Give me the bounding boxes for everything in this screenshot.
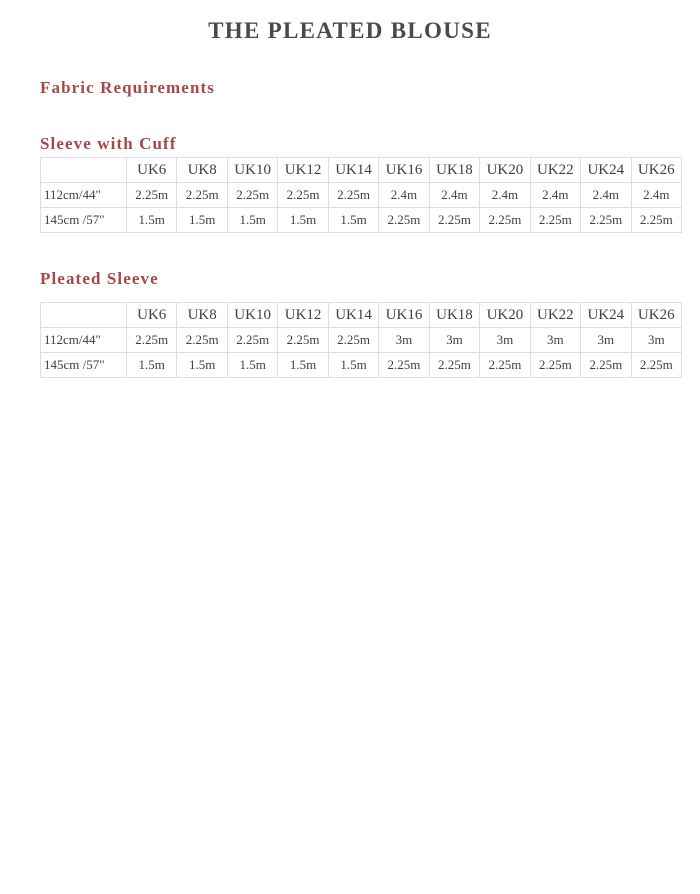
table-cell: 2.25m — [127, 183, 177, 208]
table-cell: 2.4m — [480, 183, 530, 208]
table-cell: 2.25m — [480, 208, 530, 233]
size-header-cell: UK26 — [631, 303, 681, 328]
table-cell: 2.25m — [177, 183, 227, 208]
table-cell: 2.25m — [631, 208, 681, 233]
fabric-width-label: 145cm /57" — [41, 353, 127, 378]
table-cell: 2.25m — [278, 328, 328, 353]
table-cell: 2.25m — [429, 208, 479, 233]
size-header-cell: UK8 — [177, 158, 227, 183]
table-cell: 2.25m — [328, 183, 378, 208]
size-header-cell: UK24 — [581, 158, 631, 183]
table-cell: 1.5m — [227, 208, 277, 233]
size-header-cell: UK20 — [480, 303, 530, 328]
table-cell: 3m — [631, 328, 681, 353]
table-row — [41, 353, 682, 378]
size-header-cell: UK16 — [379, 158, 429, 183]
table-cell: 2.25m — [227, 183, 277, 208]
fabric-requirements-heading: Fabric Requirements — [40, 78, 215, 97]
fabric-width-label: 112cm/44" — [41, 183, 127, 208]
table-cell: 2.25m — [278, 183, 328, 208]
size-header-cell: UK18 — [429, 303, 479, 328]
table-cell: 3m — [530, 328, 580, 353]
table-cell: 2.25m — [328, 328, 378, 353]
table-cell: 2.25m — [480, 353, 530, 378]
size-header-cell: UK24 — [581, 303, 631, 328]
table-cell: 1.5m — [127, 353, 177, 378]
size-header-cell: UK6 — [127, 303, 177, 328]
size-header-cell: UK12 — [278, 303, 328, 328]
table-cell: 2.25m — [631, 353, 681, 378]
sleeve-with-cuff-heading: Sleeve with Cuff — [40, 134, 177, 153]
table-cell: 3m — [379, 328, 429, 353]
table-cell: 2.25m — [581, 353, 631, 378]
table-cell: 2.25m — [127, 328, 177, 353]
table-cell: 2.25m — [530, 208, 580, 233]
table-cell: 2.4m — [429, 183, 479, 208]
table-cell: 2.4m — [379, 183, 429, 208]
table-cell: 2.25m — [379, 208, 429, 233]
pleated-sleeve-heading: Pleated Sleeve — [40, 269, 159, 288]
table-cell: 2.25m — [177, 328, 227, 353]
size-header-cell: UK16 — [379, 303, 429, 328]
table-row — [41, 208, 682, 233]
size-header-cell: UK26 — [631, 158, 681, 183]
table-cell: 2.25m — [581, 208, 631, 233]
corner-cell — [41, 158, 127, 183]
table-cell: 1.5m — [328, 208, 378, 233]
table-cell: 2.4m — [530, 183, 580, 208]
fabric-width-label: 112cm/44" — [41, 328, 127, 353]
page-title: THE PLEATED BLOUSE — [208, 18, 492, 43]
table-cell: 2.25m — [429, 353, 479, 378]
size-header-cell: UK6 — [127, 158, 177, 183]
table-cell: 1.5m — [278, 208, 328, 233]
table-cell: 1.5m — [227, 353, 277, 378]
table-row — [41, 183, 682, 208]
size-header-cell: UK8 — [177, 303, 227, 328]
size-header-cell: UK10 — [227, 303, 277, 328]
size-header-cell: UK18 — [429, 158, 479, 183]
size-header-cell: UK20 — [480, 158, 530, 183]
size-header-cell: UK22 — [530, 158, 580, 183]
table-cell: 2.4m — [581, 183, 631, 208]
table-cell: 2.25m — [227, 328, 277, 353]
table-cell: 1.5m — [278, 353, 328, 378]
table-row — [41, 328, 682, 353]
table-cell: 3m — [480, 328, 530, 353]
size-header-cell: UK14 — [328, 303, 378, 328]
size-header-cell: UK12 — [278, 158, 328, 183]
table-cell: 3m — [429, 328, 479, 353]
pleated-sleeve-table — [40, 302, 682, 378]
table-cell: 1.5m — [328, 353, 378, 378]
table-cell: 3m — [581, 328, 631, 353]
corner-cell — [41, 303, 127, 328]
table-cell: 1.5m — [127, 208, 177, 233]
size-header-row — [41, 303, 682, 328]
fabric-width-label: 145cm /57" — [41, 208, 127, 233]
size-header-cell: UK22 — [530, 303, 580, 328]
table-cell: 1.5m — [177, 208, 227, 233]
size-header-row — [41, 158, 682, 183]
size-header-cell: UK10 — [227, 158, 277, 183]
size-header-cell: UK14 — [328, 158, 378, 183]
table-cell: 2.4m — [631, 183, 681, 208]
table-cell: 2.25m — [379, 353, 429, 378]
table-cell: 2.25m — [530, 353, 580, 378]
sleeve-with-cuff-table — [40, 157, 682, 233]
table-cell: 1.5m — [177, 353, 227, 378]
